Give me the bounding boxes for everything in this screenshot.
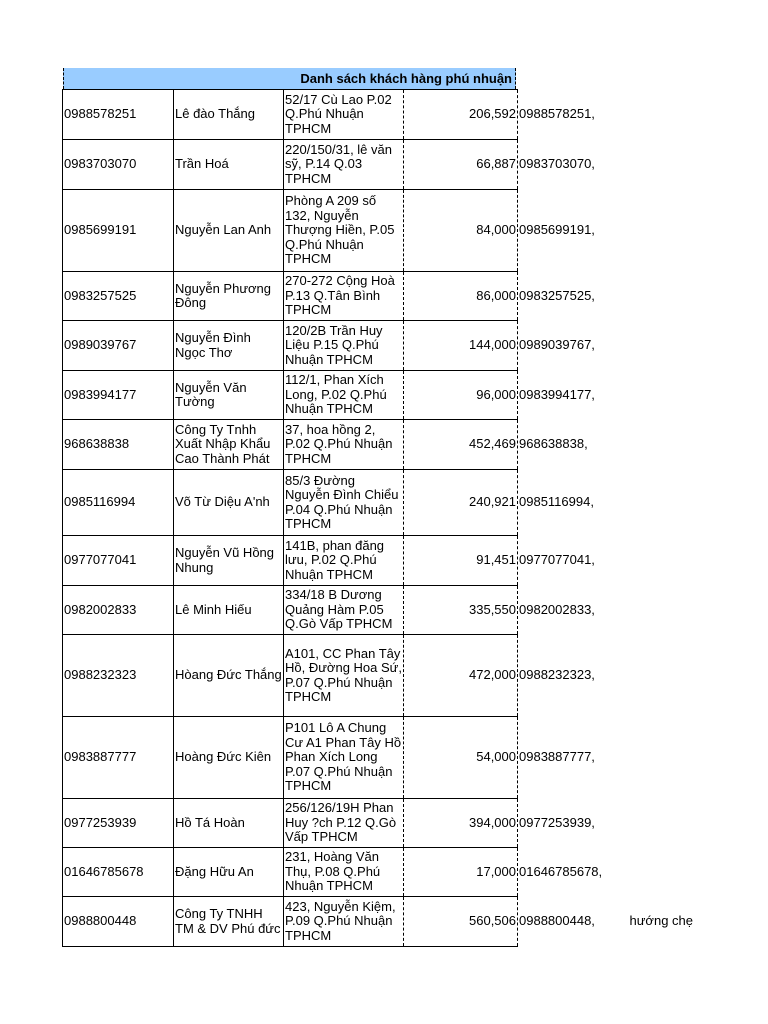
address-cell[interactable]: 334/18 B Dương Quảng Hàm P.05 Q.Gò Vấp TPHCM: [284, 586, 404, 635]
table-row: [63, 635, 701, 717]
extra-note-cell[interactable]: [629, 848, 701, 897]
customer-name-cell[interactable]: Hòang Đức Thắng: [174, 635, 284, 717]
address-cell[interactable]: 423, Nguyễn Kiệm, P.09 Q.Phú Nhuận TPHCM: [284, 897, 404, 947]
extra-note-cell[interactable]: [629, 140, 701, 190]
extra-note-cell[interactable]: [629, 90, 701, 140]
phone-note-cell[interactable]: 0983703070,: [519, 156, 595, 172]
extra-note-cell[interactable]: [629, 470, 701, 536]
customer-name-cell[interactable]: Đặng Hữu An: [174, 848, 284, 897]
phone-note-cell[interactable]: 0977077041,: [519, 552, 595, 568]
phone-note-cell[interactable]: 968638838,: [519, 436, 588, 452]
address-cell[interactable]: 141B, phan đăng lưu, P.02 Q.Phú Nhuận TPHCM: [284, 536, 404, 586]
table-row: [63, 799, 701, 848]
table-row: [63, 90, 701, 140]
sheet-title[interactable]: Danh sách khách hàng phú nhuận: [63, 68, 516, 89]
phone-note-cell[interactable]: 0988800448,: [519, 913, 595, 929]
amount-cell[interactable]: 91,451: [404, 536, 518, 586]
address-cell[interactable]: 37, hoa hồng 2, P.02 Q.Phú Nhuận TPHCM: [284, 420, 404, 470]
table-row: [63, 848, 701, 897]
address-cell[interactable]: A101, CC Phan Tây Hồ, Đường Hoa Sứ, P.07 Q.Phú Nhuận TPHCM: [284, 635, 404, 717]
extra-note-cell[interactable]: [629, 536, 701, 586]
phone-cell[interactable]: 0977253939: [63, 799, 174, 848]
amount-cell[interactable]: 54,000: [404, 717, 518, 799]
phone-cell[interactable]: 0982002833: [63, 586, 174, 635]
customer-table: [62, 89, 701, 947]
amount-cell[interactable]: 86,000: [404, 272, 518, 321]
table-row: [63, 140, 701, 190]
phone-note-cell[interactable]: 0983994177,: [519, 386, 595, 402]
phone-cell[interactable]: 0983703070: [63, 140, 174, 190]
address-cell[interactable]: P101 Lô A Chung Cư A1 Phan Tây Hồ Phan Xích Long P.07 Q.Phú Nhuận TPHCM: [284, 717, 404, 799]
amount-cell[interactable]: 452,469: [404, 420, 518, 470]
address-cell[interactable]: 52/17 Cù Lao P.02 Q.Phú Nhuận TPHCM: [284, 90, 404, 140]
phone-note-cell[interactable]: 0988232323,: [519, 667, 595, 683]
address-cell[interactable]: 112/1, Phan Xích Long, P.02 Q.Phú Nhuận TPHCM: [284, 371, 404, 420]
phone-note-cell[interactable]: 0982002833,: [519, 601, 595, 617]
phone-cell[interactable]: 0988800448: [63, 897, 174, 947]
table-row: [63, 897, 701, 947]
amount-cell[interactable]: 66,887: [404, 140, 518, 190]
table-row: [63, 470, 701, 536]
extra-note-cell[interactable]: [629, 717, 701, 799]
customer-name-cell[interactable]: Nguyễn Lan Anh: [174, 190, 284, 272]
amount-cell[interactable]: 17,000: [404, 848, 518, 897]
extra-note-cell[interactable]: [629, 321, 701, 371]
amount-cell[interactable]: 472,000: [404, 635, 518, 717]
table-row: [63, 536, 701, 586]
customer-name-cell[interactable]: Công Ty Tnhh Xuất Nhập Khẩu Cao Thành Phát: [174, 420, 284, 470]
extra-note-cell[interactable]: [629, 190, 701, 272]
address-cell[interactable]: Phòng A 209 số 132, Nguyễn Thượng Hiền, P.05 Q.Phú Nhuận TPHCM: [284, 190, 404, 272]
phone-note-cell[interactable]: 0977253939,: [519, 814, 595, 830]
phone-note-cell[interactable]: 0985116994,: [519, 494, 594, 510]
amount-cell[interactable]: 206,592: [404, 90, 518, 140]
extra-note-cell[interactable]: hướng chẹ: [629, 913, 693, 929]
phone-cell[interactable]: 0988578251: [63, 90, 174, 140]
phone-note-cell[interactable]: 0988578251,: [519, 106, 595, 122]
phone-cell[interactable]: 0985699191: [63, 190, 174, 272]
phone-cell[interactable]: 0985116994: [63, 470, 174, 536]
extra-note-cell[interactable]: [629, 371, 701, 420]
table-row: [63, 272, 701, 321]
amount-cell[interactable]: 240,921: [404, 470, 518, 536]
amount-cell[interactable]: 144,000: [404, 321, 518, 371]
amount-cell[interactable]: 335,550: [404, 586, 518, 635]
customer-name-cell[interactable]: Nguyễn Đình Ngọc Thơ: [174, 321, 284, 371]
customer-name-cell[interactable]: Nguyễn Vũ Hồng Nhung: [174, 536, 284, 586]
table-row: [63, 420, 701, 470]
customer-name-cell[interactable]: Trần Hoá: [174, 140, 284, 190]
amount-cell[interactable]: 560,506: [404, 897, 518, 947]
table-row: [63, 586, 701, 635]
phone-note-cell[interactable]: 0989039767,: [519, 337, 595, 353]
phone-cell[interactable]: 0989039767: [63, 321, 174, 371]
extra-note-cell[interactable]: [629, 420, 701, 470]
customer-name-cell[interactable]: Lê Minh Hiếu: [174, 586, 284, 635]
phone-cell[interactable]: 0983257525: [63, 272, 174, 321]
extra-note-cell[interactable]: [629, 272, 701, 321]
customer-name-cell[interactable]: Hoàng Đức Kiên: [174, 717, 284, 799]
customer-name-cell[interactable]: Võ Từ Diệu A'nh: [174, 470, 284, 536]
phone-note-cell[interactable]: 0983257525,: [519, 287, 595, 303]
address-cell[interactable]: 256/126/19H Phan Huy ?ch P.12 Q.Gò Vấp TPHCM: [284, 799, 404, 848]
address-cell[interactable]: 220/150/31, lê văn sỹ, P.14 Q.03 TPHCM: [284, 140, 404, 190]
table-row: [63, 717, 701, 799]
phone-cell[interactable]: 0977077041: [63, 536, 174, 586]
extra-note-cell[interactable]: [629, 586, 701, 635]
amount-cell[interactable]: 394,000: [404, 799, 518, 848]
address-cell[interactable]: 231, Hoàng Văn Thụ, P.08 Q.Phú Nhuận TPHCM: [284, 848, 404, 897]
address-cell[interactable]: 120/2B Trần Huy Liệu P.15 Q.Phú Nhuận TPHCM: [284, 321, 404, 371]
table-row: [63, 190, 701, 272]
customer-name-cell[interactable]: Nguyễn Văn Tường: [174, 371, 284, 420]
customer-name-cell[interactable]: Hồ Tá Hoàn: [174, 799, 284, 848]
address-cell[interactable]: 85/3 Đường Nguyễn Đình Chiểu P.04 Q.Phú Nhuận TPHCM: [284, 470, 404, 536]
phone-cell[interactable]: 0983994177: [63, 371, 174, 420]
customer-name-cell[interactable]: Công Ty TNHH TM & DV Phú đức: [174, 897, 284, 947]
table-row: [63, 371, 701, 420]
table-row: [63, 321, 701, 371]
phone-note-cell[interactable]: 0985699191,: [519, 222, 595, 238]
address-cell[interactable]: 270-272 Cộng Hoà P.13 Q.Tân Bình TPHCM: [284, 272, 404, 321]
amount-cell[interactable]: 96,000: [404, 371, 518, 420]
phone-note-cell[interactable]: 0983887777,: [519, 749, 595, 765]
phone-cell[interactable]: 0988232323: [63, 635, 174, 717]
phone-cell[interactable]: 968638838: [63, 420, 174, 470]
customer-name-cell[interactable]: Lê đào Thắng: [174, 90, 284, 140]
extra-note-cell[interactable]: [629, 799, 701, 848]
customer-name-cell[interactable]: Nguyễn Phương Đông: [174, 272, 284, 321]
amount-cell[interactable]: 84,000: [404, 190, 518, 272]
phone-note-cell[interactable]: 01646785678,: [519, 863, 603, 879]
extra-note-cell[interactable]: [629, 635, 701, 717]
phone-cell[interactable]: 0983887777: [63, 717, 174, 799]
phone-cell[interactable]: 01646785678: [63, 848, 174, 897]
